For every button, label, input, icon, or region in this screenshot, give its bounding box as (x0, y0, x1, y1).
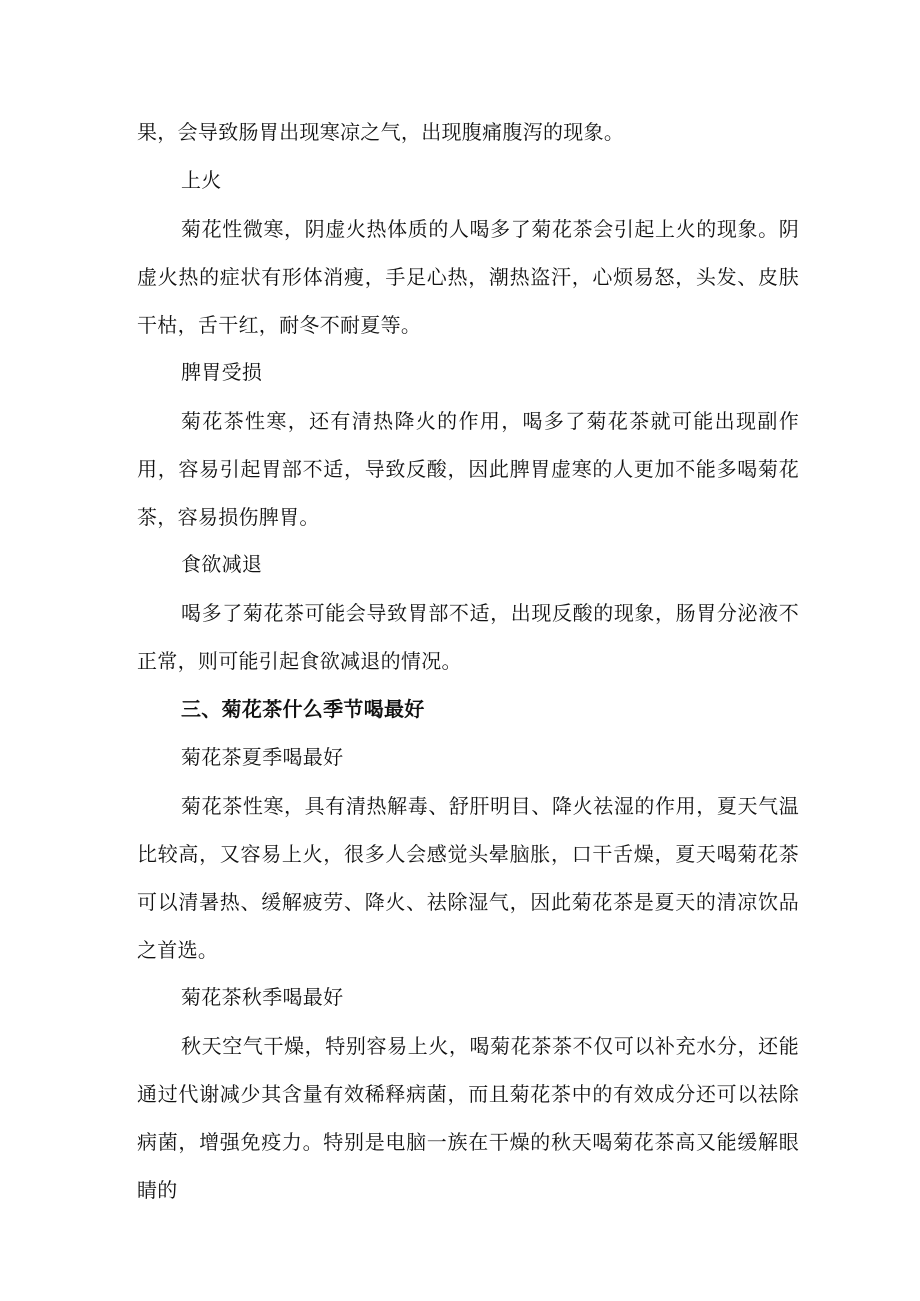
subheading-xiaji: 菊花茶夏季喝最好 (181, 745, 344, 769)
paragraph-qiuji: 秋天空气干燥，特别容易上火，喝菊花茶茶不仅可以补充水分，还能通过代谢减少其含量有效稀释病菌，而且菊花茶中的有效成分还可以祛除病菌，增强免疫力。特别是电脑一族在干燥的秋天喝菊花茶高又能缓解眼睛的 (137, 1034, 799, 1202)
paragraph-xiaji: 菊花茶性寒，具有清热解毒、舒肝明目、降火祛湿的作用，夏天气温比较高，又容易上火，很多人会感觉头晕脑胀，口干舌燥，夏天喝菊花茶可以清暑热、缓解疲劳、降火、祛除湿气，因此菊花茶是夏天的清凉饮品之首选。 (137, 794, 799, 962)
paragraph-continuation: 果，会导致肠胃出现寒凉之气，出现腹痛腹泻的现象。 (137, 120, 625, 144)
paragraph-piwei: 菊花茶性寒，还有清热降火的作用，喝多了菊花茶就可能出现副作用，容易引起胃部不适，导致反酸，因此脾胃虚寒的人更加不能多喝菊花茶，容易损伤脾胃。 (137, 409, 799, 529)
subheading-qiuji: 菊花茶秋季喝最好 (181, 985, 344, 1009)
subheading-shiyu: 食欲减退 (181, 552, 263, 576)
section-title: 三、菊花茶什么季节喝最好 (181, 697, 425, 721)
subheading-shanghuo: 上火 (181, 168, 222, 192)
paragraph-shanghuo: 菊花性微寒，阴虚火热体质的人喝多了菊花茶会引起上火的现象。阴虚火热的症状有形体消瘦，手足心热，潮热盗汗，心烦易怒，头发、皮肤干枯，舌干红，耐冬不耐夏等。 (137, 217, 799, 337)
paragraph-shiyu: 喝多了菊花茶可能会导致胃部不适，出现反酸的现象，肠胃分泌液不正常，则可能引起食欲减退的情况。 (137, 601, 799, 673)
subheading-piwei: 脾胃受损 (181, 360, 263, 384)
